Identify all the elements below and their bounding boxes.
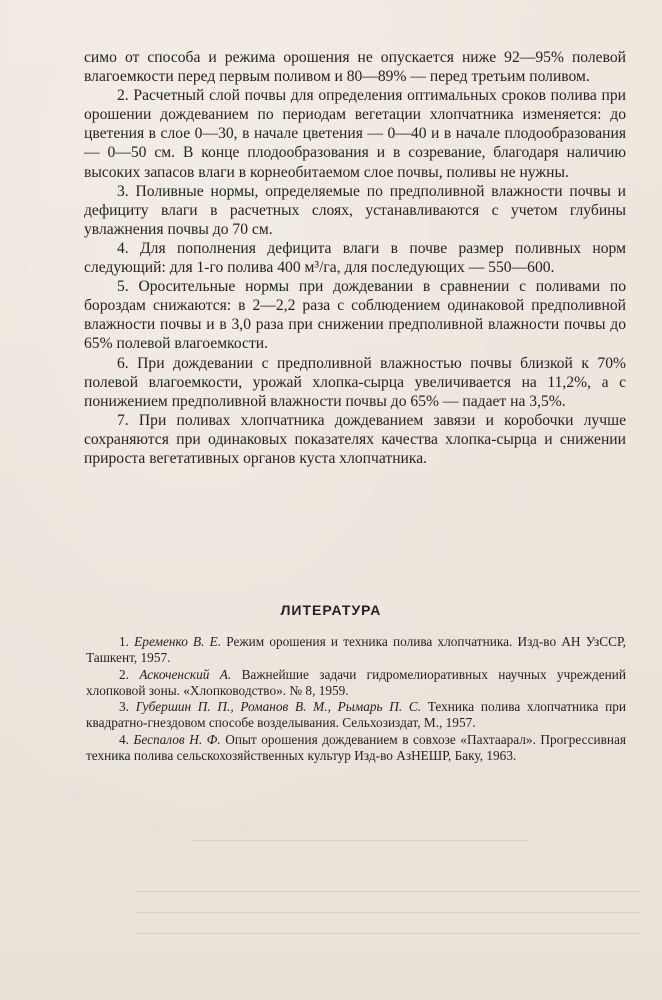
reference-number: 4. bbox=[119, 731, 129, 747]
reference-text: Важнейшие задачи гидромелиоративных научных учреждений хлопковой зоны. «Хлопководство». № 8, 1959. bbox=[86, 666, 627, 698]
paragraph-conclusion-7: 7. При поливах хлопчатника дождеванием завязи и коробочки лучше сохраняются при одинаковых показателях качества хлопка-сырца и снижении прироста вегетативных органов куста хлопчатника. bbox=[84, 411, 626, 467]
reference-list bbox=[86, 634, 626, 764]
reference-authors: Аскоченский А. bbox=[139, 666, 232, 682]
body-text bbox=[84, 48, 626, 468]
paragraph-conclusion-5: 5. Оросительные нормы при дождевании в сравнении с поливами по бороздам снижаются: в 2—2,2 раза с соблюдением одинаковой предполивной влажности почвы и в 3,0 раза при снижении предполивной влажности почвы до 65% полевой влагоемкости. bbox=[84, 278, 626, 353]
reference-number: 2. bbox=[119, 666, 129, 682]
paragraph-conclusion-3: 3. Поливные нормы, определяемые по предполивной влажности почвы и дефициту влаги в расчетных слоях, устанавливаются с учетом глубины увлажнения почвы до 70 см. bbox=[84, 182, 626, 238]
reference-authors: Еременко В. Е. bbox=[134, 634, 222, 649]
literature-heading: ЛИТЕРАТУРА bbox=[280, 602, 382, 618]
paragraph-continuation: симо от способа и режима орошения не опускается ниже 92—95% полевой влагоемкости перед первым поливом и 80—89% — перед третьим поливом. bbox=[84, 49, 626, 86]
reference-text: Опыт орошения дождеванием в совхозе «Пахтаарал». Прогрессивная техника полива сельскохозяйственных культур Изд-во АзНЕШР, Баку, 1963. bbox=[86, 731, 626, 764]
paragraph-conclusion-6: 6. При дождевании с предполивной влажностью почвы близкой к 70% полевой влагоемкости, урожай хлопка-сырца увеличивается на 11,2%, а с понижением предполивной влажности почвы до 65% — падает на 3,5%. bbox=[84, 354, 626, 410]
show-through-texture bbox=[80, 820, 640, 970]
paragraph-conclusion-4: 4. Для пополнения дефицита влаги в почве размер поливных норм следующий: для 1-го полива 400 м³/га, для последующих — 550—600. bbox=[84, 239, 626, 277]
reference-number: 1. bbox=[119, 634, 129, 649]
reference-item bbox=[86, 699, 626, 732]
reference-number: 3. bbox=[119, 699, 129, 715]
reference-item bbox=[86, 732, 626, 765]
reference-text: Режим орошения и техника полива хлопчатника. Изд-во АН УзССР, Ташкент, 1957. bbox=[86, 634, 626, 666]
reference-authors: Губершин П. П., Романов В. М., Рымарь П. С. bbox=[135, 699, 422, 715]
reference-item bbox=[86, 634, 626, 667]
reference-text: Техника полива хлопчатника при квадратно-гнездовом способе возделывания. Сельхозиздат, М., 1957. bbox=[86, 699, 627, 731]
reference-authors: Беспалов Н. Ф. bbox=[133, 731, 221, 747]
reference-item bbox=[86, 667, 626, 700]
paragraph-conclusion-2: 2. Расчетный слой почвы для определения оптимальных сроков полива при орошении дождеванием по периодам вегетации хлопчатника изменяется: до цветения в слое 0—30, в начале цветения — 0—40 и в начале плодообразования — 0—50 см. В конце плодообразования и в созревание, благодаря наличию высоких запасов влаги в корнеобитаемом слое почвы, поливы не нужны. bbox=[84, 87, 626, 181]
